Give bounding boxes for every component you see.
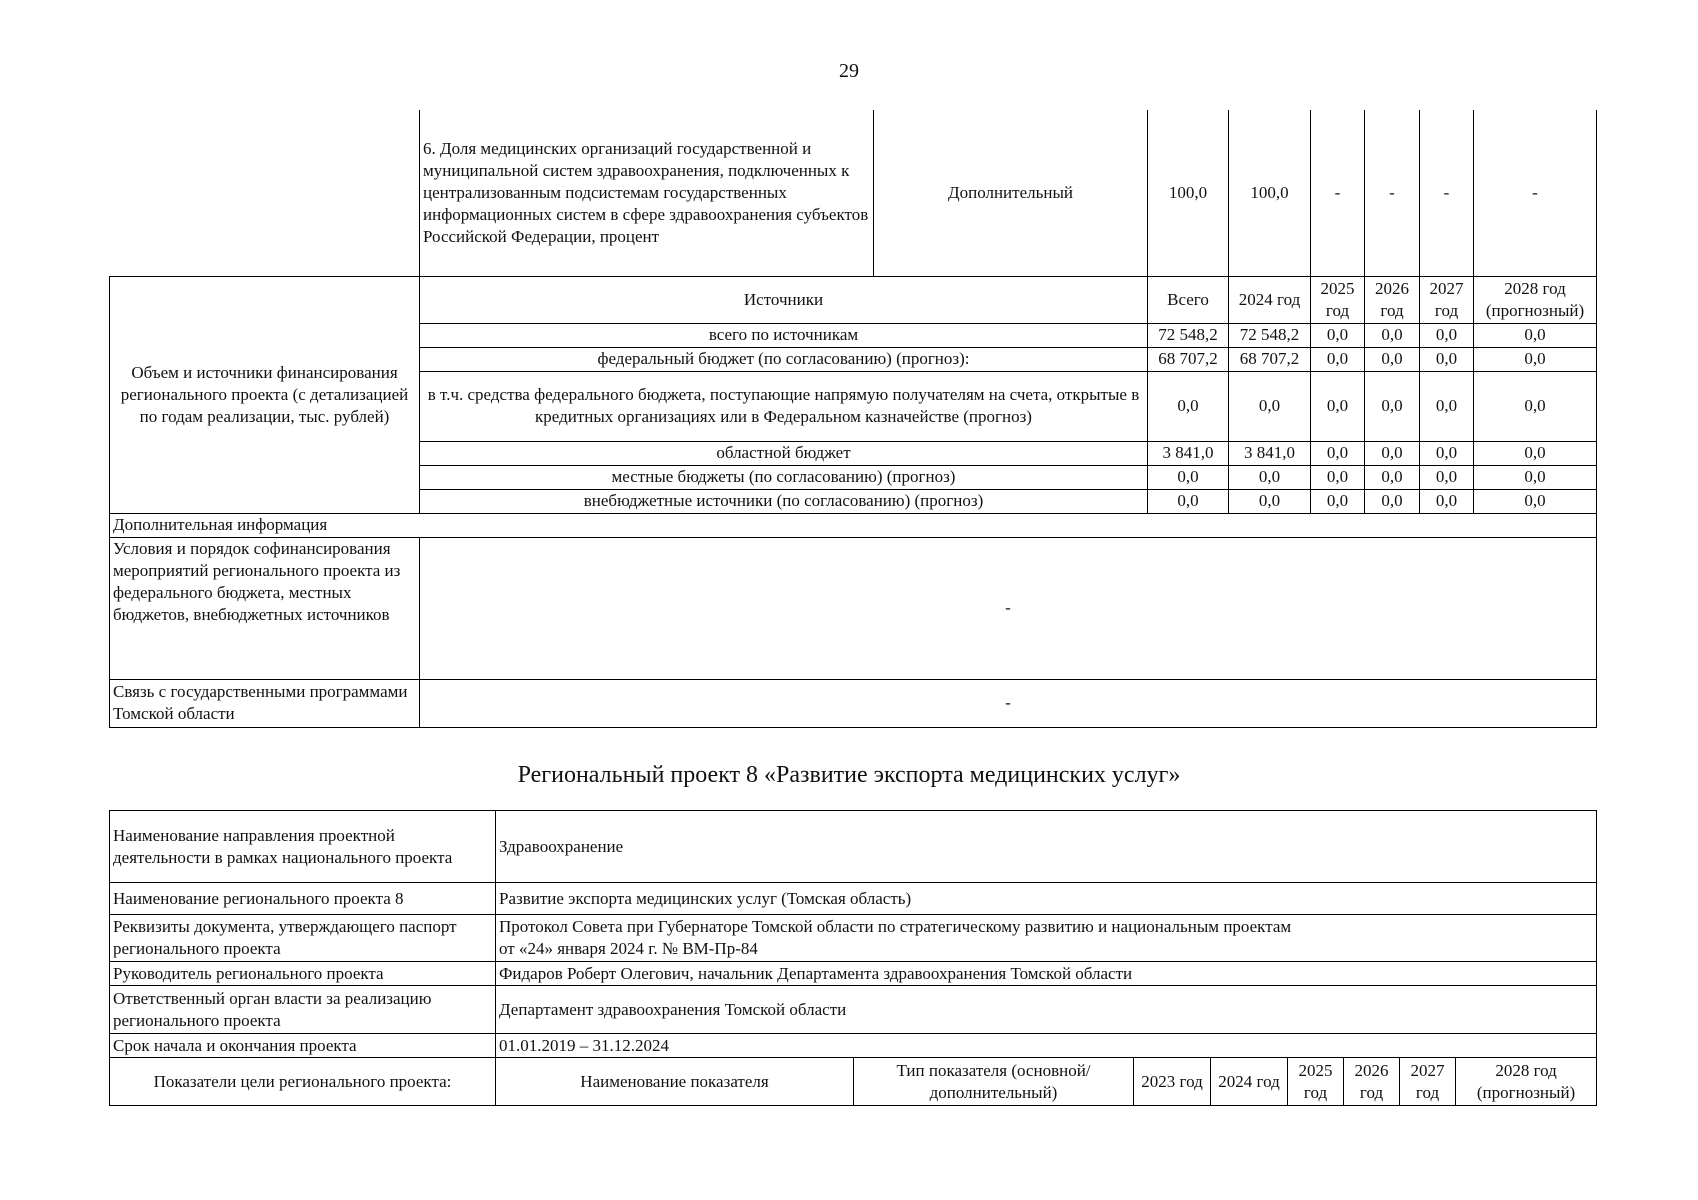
passport-value: Развитие экспорта медицинских услуг (Томская область) (496, 883, 1597, 915)
finance-value: 0,0 (1420, 347, 1474, 371)
passport-label: Наименование направления проектной деятельности в рамках национального проекта (110, 811, 496, 883)
page-number: 29 (839, 60, 859, 82)
cofinancing-label: Условия и порядок софинансирования мероприятий регионального проекта из федерального бюджета, местных бюджетов, внебюджетных источников (110, 537, 420, 679)
indicators-year-header: 2023 год (1134, 1058, 1211, 1106)
passport-row (110, 962, 1597, 986)
indicators-label: Показатели цели регионального проекта: (110, 1058, 496, 1106)
finance-value: 68 707,2 (1148, 347, 1229, 371)
state-programs-value: - (420, 679, 1597, 727)
passport-value: Здравоохранение (496, 811, 1597, 883)
state-programs-row (110, 679, 1597, 727)
finance-value: 0,0 (1420, 489, 1474, 513)
finance-value: 0,0 (1229, 489, 1311, 513)
finance-value: 3 841,0 (1229, 441, 1311, 465)
finance-value: 0,0 (1474, 323, 1597, 347)
indicators-year-header: 2026 год (1344, 1058, 1400, 1106)
finance-value: 3 841,0 (1148, 441, 1229, 465)
finance-value: 0,0 (1474, 441, 1597, 465)
passport-label: Ответственный орган власти за реализацию регионального проекта (110, 986, 496, 1034)
indicator-value: - (1311, 110, 1365, 276)
finance-value: 0,0 (1229, 465, 1311, 489)
finance-value: 0,0 (1148, 465, 1229, 489)
finance-value: 0,0 (1365, 441, 1420, 465)
passport-label: Срок начала и окончания проекта (110, 1034, 496, 1058)
indicators-year-header: 2027 год (1400, 1058, 1456, 1106)
indicator-value: - (1474, 110, 1597, 276)
finance-label: Объем и источники финансирования регионального проекта (с детализацией по годам реализации, тыс. рублей) (110, 276, 420, 513)
finance-value: 0,0 (1420, 441, 1474, 465)
indicator-value: 100,0 (1148, 110, 1229, 276)
finance-value: 0,0 (1311, 347, 1365, 371)
upper-table (109, 110, 1597, 728)
cofinancing-row (110, 537, 1597, 679)
indicator-value: - (1365, 110, 1420, 276)
finance-source: областной бюджет (420, 441, 1148, 465)
passport-table (109, 810, 1597, 1106)
passport-value (496, 915, 1597, 962)
passport-value: 01.01.2019 – 31.12.2024 (496, 1034, 1597, 1058)
finance-header: 2026 год (1365, 276, 1420, 323)
indicators-year-header: 2025 год (1288, 1058, 1344, 1106)
finance-value: 0,0 (1474, 465, 1597, 489)
finance-value: 0,0 (1311, 371, 1365, 441)
cofinancing-value: - (420, 537, 1597, 679)
finance-source: внебюджетные источники (по согласованию) (прогноз) (420, 489, 1148, 513)
passport-row (110, 811, 1597, 883)
indicators-year-header: 2028 год (прогнозный) (1456, 1058, 1597, 1106)
finance-source: федеральный бюджет (по согласованию) (прогноз): (420, 347, 1148, 371)
passport-label: Наименование регионального проекта 8 (110, 883, 496, 915)
finance-value: 0,0 (1311, 441, 1365, 465)
passport-value: Департамент здравоохранения Томской области (496, 986, 1597, 1034)
finance-value: 0,0 (1311, 465, 1365, 489)
finance-value: 0,0 (1148, 489, 1229, 513)
finance-header-row (110, 276, 1597, 323)
finance-source: всего по источникам (420, 323, 1148, 347)
indicator-row (110, 110, 1597, 276)
finance-value: 0,0 (1148, 371, 1229, 441)
finance-value: 0,0 (1311, 323, 1365, 347)
finance-value: 72 548,2 (1148, 323, 1229, 347)
finance-source: местные бюджеты (по согласованию) (прогноз) (420, 465, 1148, 489)
indicators-header-row (110, 1058, 1597, 1106)
finance-value: 72 548,2 (1229, 323, 1311, 347)
finance-value: 0,0 (1365, 489, 1420, 513)
finance-source: в т.ч. средства федерального бюджета, поступающие напрямую получателям на счета, открытые в кредитных организациях или в Федеральном казначействе (прогноз) (420, 371, 1148, 441)
finance-value: 0,0 (1420, 465, 1474, 489)
indicator-type: Дополнительный (874, 110, 1148, 276)
indicator-value: 100,0 (1229, 110, 1311, 276)
finance-value: 0,0 (1365, 465, 1420, 489)
finance-value: 0,0 (1420, 323, 1474, 347)
finance-value: 0,0 (1311, 489, 1365, 513)
finance-header: 2025 год (1311, 276, 1365, 323)
indicator-name: 6. Доля медицинских организаций государственной и муниципальной систем здравоохранения, подключенных к централизованным подсистемам государственных информационных систем в сфере здравоохранения субъектов Российской Федерации, процент (420, 110, 874, 276)
finance-value: 0,0 (1474, 489, 1597, 513)
passport-row (110, 883, 1597, 915)
finance-value: 0,0 (1365, 323, 1420, 347)
finance-header: Источники (420, 276, 1148, 323)
passport-value-line: от «24» января 2024 г. № ВМ-Пр-84 (499, 939, 758, 958)
passport-row (110, 915, 1597, 962)
finance-value: 0,0 (1365, 347, 1420, 371)
section-title: Региональный проект 8 «Развитие экспорта медицинских услуг» (517, 762, 1181, 788)
finance-header: 2024 год (1229, 276, 1311, 323)
passport-value-line: Протокол Совета при Губернаторе Томской области по стратегическому развитию и национальным проектам (499, 917, 1292, 936)
finance-value: 0,0 (1474, 347, 1597, 371)
finance-header: Всего (1148, 276, 1229, 323)
indicators-type-header: Тип показателя (основной/дополнительный) (854, 1058, 1134, 1106)
indicators-name-header: Наименование показателя (496, 1058, 854, 1106)
passport-row (110, 1034, 1597, 1058)
state-programs-label: Связь с государственными программами Томской области (110, 679, 420, 727)
additional-info: Дополнительная информация (110, 513, 1597, 537)
indicators-year-header: 2024 год (1211, 1058, 1288, 1106)
finance-value: 0,0 (1229, 371, 1311, 441)
finance-value: 0,0 (1474, 371, 1597, 441)
passport-label: Руководитель регионального проекта (110, 962, 496, 986)
passport-row (110, 986, 1597, 1034)
passport-label: Реквизиты документа, утверждающего паспорт регионального проекта (110, 915, 496, 962)
additional-info-row (110, 513, 1597, 537)
indicator-value: - (1420, 110, 1474, 276)
finance-header: 2028 год (прогнозный) (1474, 276, 1597, 323)
passport-value: Фидаров Роберт Олегович, начальник Департамента здравоохранения Томской области (496, 962, 1597, 986)
finance-header: 2027 год (1420, 276, 1474, 323)
finance-value: 0,0 (1420, 371, 1474, 441)
finance-value: 0,0 (1365, 371, 1420, 441)
finance-value: 68 707,2 (1229, 347, 1311, 371)
